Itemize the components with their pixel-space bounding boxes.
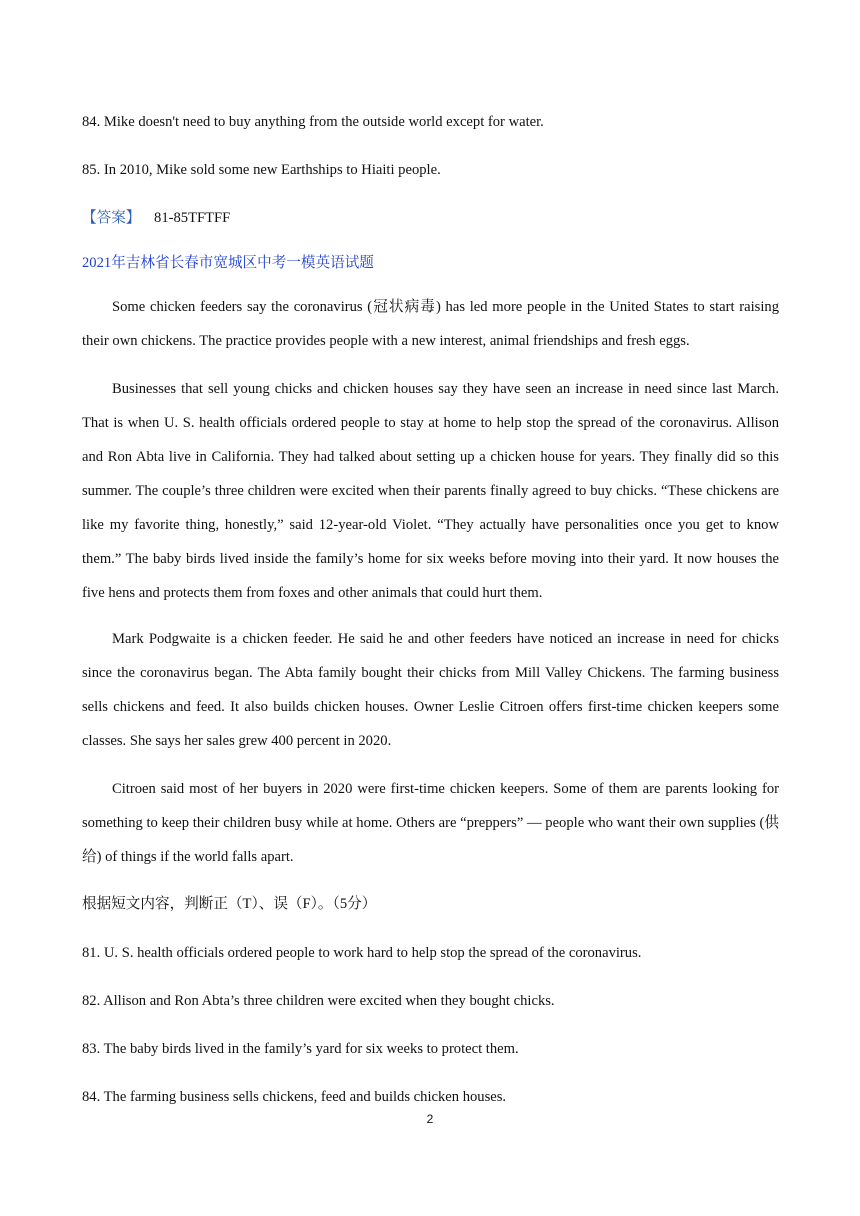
question-82: 82. Allison and Ron Abta’s three children were excited when they bought chicks. xyxy=(82,993,555,1009)
passage-paragraph-3: Mark Podgwaite is a chicken feeder. He said he and other feeders have noticed an increase in need for chicks since the coronavirus began. The Abta family bought their chicks from Mill Valley Chickens. The farming business sells chickens and feed. It also builds chicken houses. Owner Leslie Citroen offers first-time chicken keepers some classes. She says her sales grew 400 percent in 2020. xyxy=(82,631,779,749)
prev-statement-84: 84. Mike doesn't need to buy anything from the outside world except for water. xyxy=(82,114,544,130)
passage-paragraph-4: Citroen said most of her buyers in 2020 were first-time chicken keepers. Some of them are parents looking for something to keep their children busy while at home. Others are “preppers” — people who want their own supplies (供给) of things if the world falls apart. xyxy=(82,781,779,865)
answer-value: 81-85TFTFF xyxy=(154,210,231,226)
task-instruction: 根据短文内容，判断正（T）、误（F）。（5分） xyxy=(82,896,377,912)
passage-paragraph-2: Businesses that sell young chicks and chicken houses say they have seen an increase in need since last March. That is when U. S. health officials ordered people to stay at home to help stop the spread of the coronavirus. Allison and Ron Abta live in California. They had talked about setting up a chicken house for years. They finally did so this summer. The couple’s three children were excited when their parents finally agreed to buy chicks. “These chickens are like my favorite thing, honestly,” said 12-year-old Violet. “They actually have personalities once you get to know them.” The baby birds lived inside the family’s home for six weeks before moving into their yard. It now houses the five hens and protects them from foxes and other animals that could hurt them. xyxy=(82,381,779,601)
question-84: 84. The farming business sells chickens, feed and builds chicken houses. xyxy=(82,1089,507,1105)
answer-tag: 【答案】 xyxy=(82,210,141,226)
prev-statement-85: 85. In 2010, Mike sold some new Earthships to Hiaiti people. xyxy=(82,162,441,178)
passage-paragraph-1: Some chicken feeders say the coronavirus (冠状病毒) has led more people in the United States to start raising their own chickens. The practice provides people with a new interest, animal friendships and fresh eggs. xyxy=(82,299,779,349)
question-81: 81. U. S. health officials ordered people to work hard to help stop the spread of the coronavirus. xyxy=(82,945,642,961)
page-number: 2 xyxy=(426,1112,434,1126)
question-83: 83. The baby birds lived in the family’s yard for six weeks to protect them. xyxy=(82,1041,519,1057)
source-title: 2021年吉林省长春市宽城区中考一模英语试题 xyxy=(82,255,374,271)
answer-row xyxy=(82,208,782,228)
